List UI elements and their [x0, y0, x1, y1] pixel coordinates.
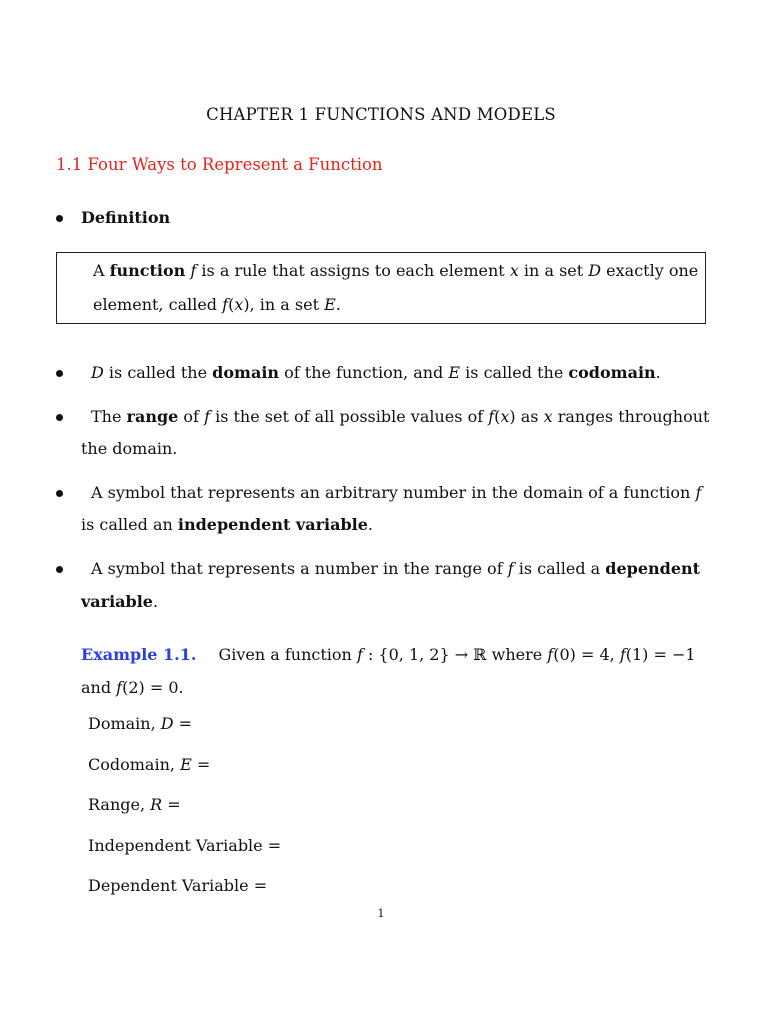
text: (2) = 0.	[122, 678, 184, 697]
math-var: x	[543, 407, 553, 426]
text: A symbol that represents an arbitrary number in the domain of a function	[91, 483, 696, 502]
text: A symbol that represents a number in the range of	[91, 559, 508, 578]
math-var: f	[356, 645, 363, 664]
answer-domain	[88, 714, 192, 734]
math-var: R	[150, 795, 163, 814]
definition-heading: Definition	[81, 208, 171, 227]
term-function: function	[109, 261, 186, 280]
text: : {0, 1, 2} → ℝ where	[362, 645, 548, 664]
bullet-dot	[56, 215, 63, 222]
text: (1) = −1	[625, 645, 696, 664]
math-var: f	[619, 645, 626, 664]
term-domain: domain	[212, 363, 280, 382]
term-independent-variable: independent variable	[177, 515, 368, 534]
math-var: D	[588, 261, 602, 280]
text: .	[152, 592, 159, 611]
bullet-range-line-2: the domain.	[81, 439, 178, 458]
math-var: x	[509, 261, 519, 280]
answer-dependent-variable: Dependent Variable =	[88, 876, 268, 895]
example-label: Example 1.1.	[81, 645, 197, 664]
page-number: 1	[377, 907, 385, 920]
term-range: range	[126, 407, 179, 426]
text: =	[173, 714, 193, 733]
bullet-dependent-line-1	[91, 559, 700, 579]
answer-range	[88, 795, 181, 815]
text: Domain,	[88, 714, 161, 733]
text: A	[93, 261, 110, 280]
bullet-dot	[56, 566, 63, 573]
example-line-2	[81, 678, 184, 698]
text: is called an	[81, 515, 178, 534]
example-line-1	[81, 645, 696, 665]
definition-line-1	[93, 261, 698, 281]
definition-line-2	[93, 295, 341, 315]
text: (	[228, 295, 235, 314]
text: of	[178, 407, 205, 426]
math-var: f	[116, 678, 123, 697]
math-var: E	[448, 363, 461, 382]
term-codomain: codomain	[568, 363, 656, 382]
math-var: E	[324, 295, 336, 314]
text: .	[367, 515, 373, 534]
text: =	[191, 755, 211, 774]
bullet-range-line-1	[91, 407, 709, 427]
math-var: f	[547, 645, 554, 664]
text: Codomain,	[88, 755, 181, 774]
term-dependent: dependent	[605, 559, 701, 578]
section-title: 1.1 Four Ways to Represent a Function	[56, 155, 383, 174]
text: (	[494, 407, 501, 426]
text: =	[162, 795, 181, 814]
text: is a rule that assigns to each element	[196, 261, 510, 280]
text: and	[81, 678, 117, 697]
math-var: D	[160, 714, 174, 733]
bullet-independent-line-1	[91, 483, 701, 503]
text: The	[91, 407, 127, 426]
math-var: f	[488, 407, 495, 426]
math-var: x	[234, 295, 244, 314]
math-var: f	[695, 483, 702, 502]
bullet-dot	[56, 370, 63, 377]
math-var: f	[204, 407, 210, 426]
text: .	[335, 295, 341, 314]
text: is called the	[103, 363, 213, 382]
text: is called the	[460, 363, 569, 382]
text: Given a function	[218, 645, 357, 664]
text: is the set of all possible values of	[209, 407, 489, 426]
bullet-dot	[56, 414, 63, 421]
text: in a set	[518, 261, 589, 280]
answer-independent-variable: Independent Variable =	[88, 836, 282, 855]
answer-codomain	[88, 755, 210, 775]
text: ), in a set	[243, 295, 325, 314]
text: Range,	[88, 795, 151, 814]
math-var: f	[222, 295, 229, 314]
bullet-dependent-line-2	[81, 592, 158, 612]
text: exactly one	[601, 261, 699, 280]
text: element, called	[93, 295, 223, 314]
math-var: E	[180, 755, 192, 774]
math-var: f	[190, 261, 197, 280]
text: of the function, and	[279, 363, 449, 382]
bullet-independent-line-2	[81, 515, 373, 535]
text: (0) = 4,	[553, 645, 620, 664]
math-var: x	[500, 407, 510, 426]
bullet-dot	[56, 490, 63, 497]
math-var: D	[91, 363, 104, 382]
math-var: f	[507, 559, 514, 578]
text: .	[655, 363, 661, 382]
text: is called a	[513, 559, 606, 578]
term-variable: variable	[81, 592, 153, 611]
text: ranges throughout	[552, 407, 710, 426]
chapter-title: CHAPTER 1 FUNCTIONS AND MODELS	[206, 105, 556, 124]
text: ) as	[509, 407, 544, 426]
bullet-domain	[91, 363, 661, 383]
